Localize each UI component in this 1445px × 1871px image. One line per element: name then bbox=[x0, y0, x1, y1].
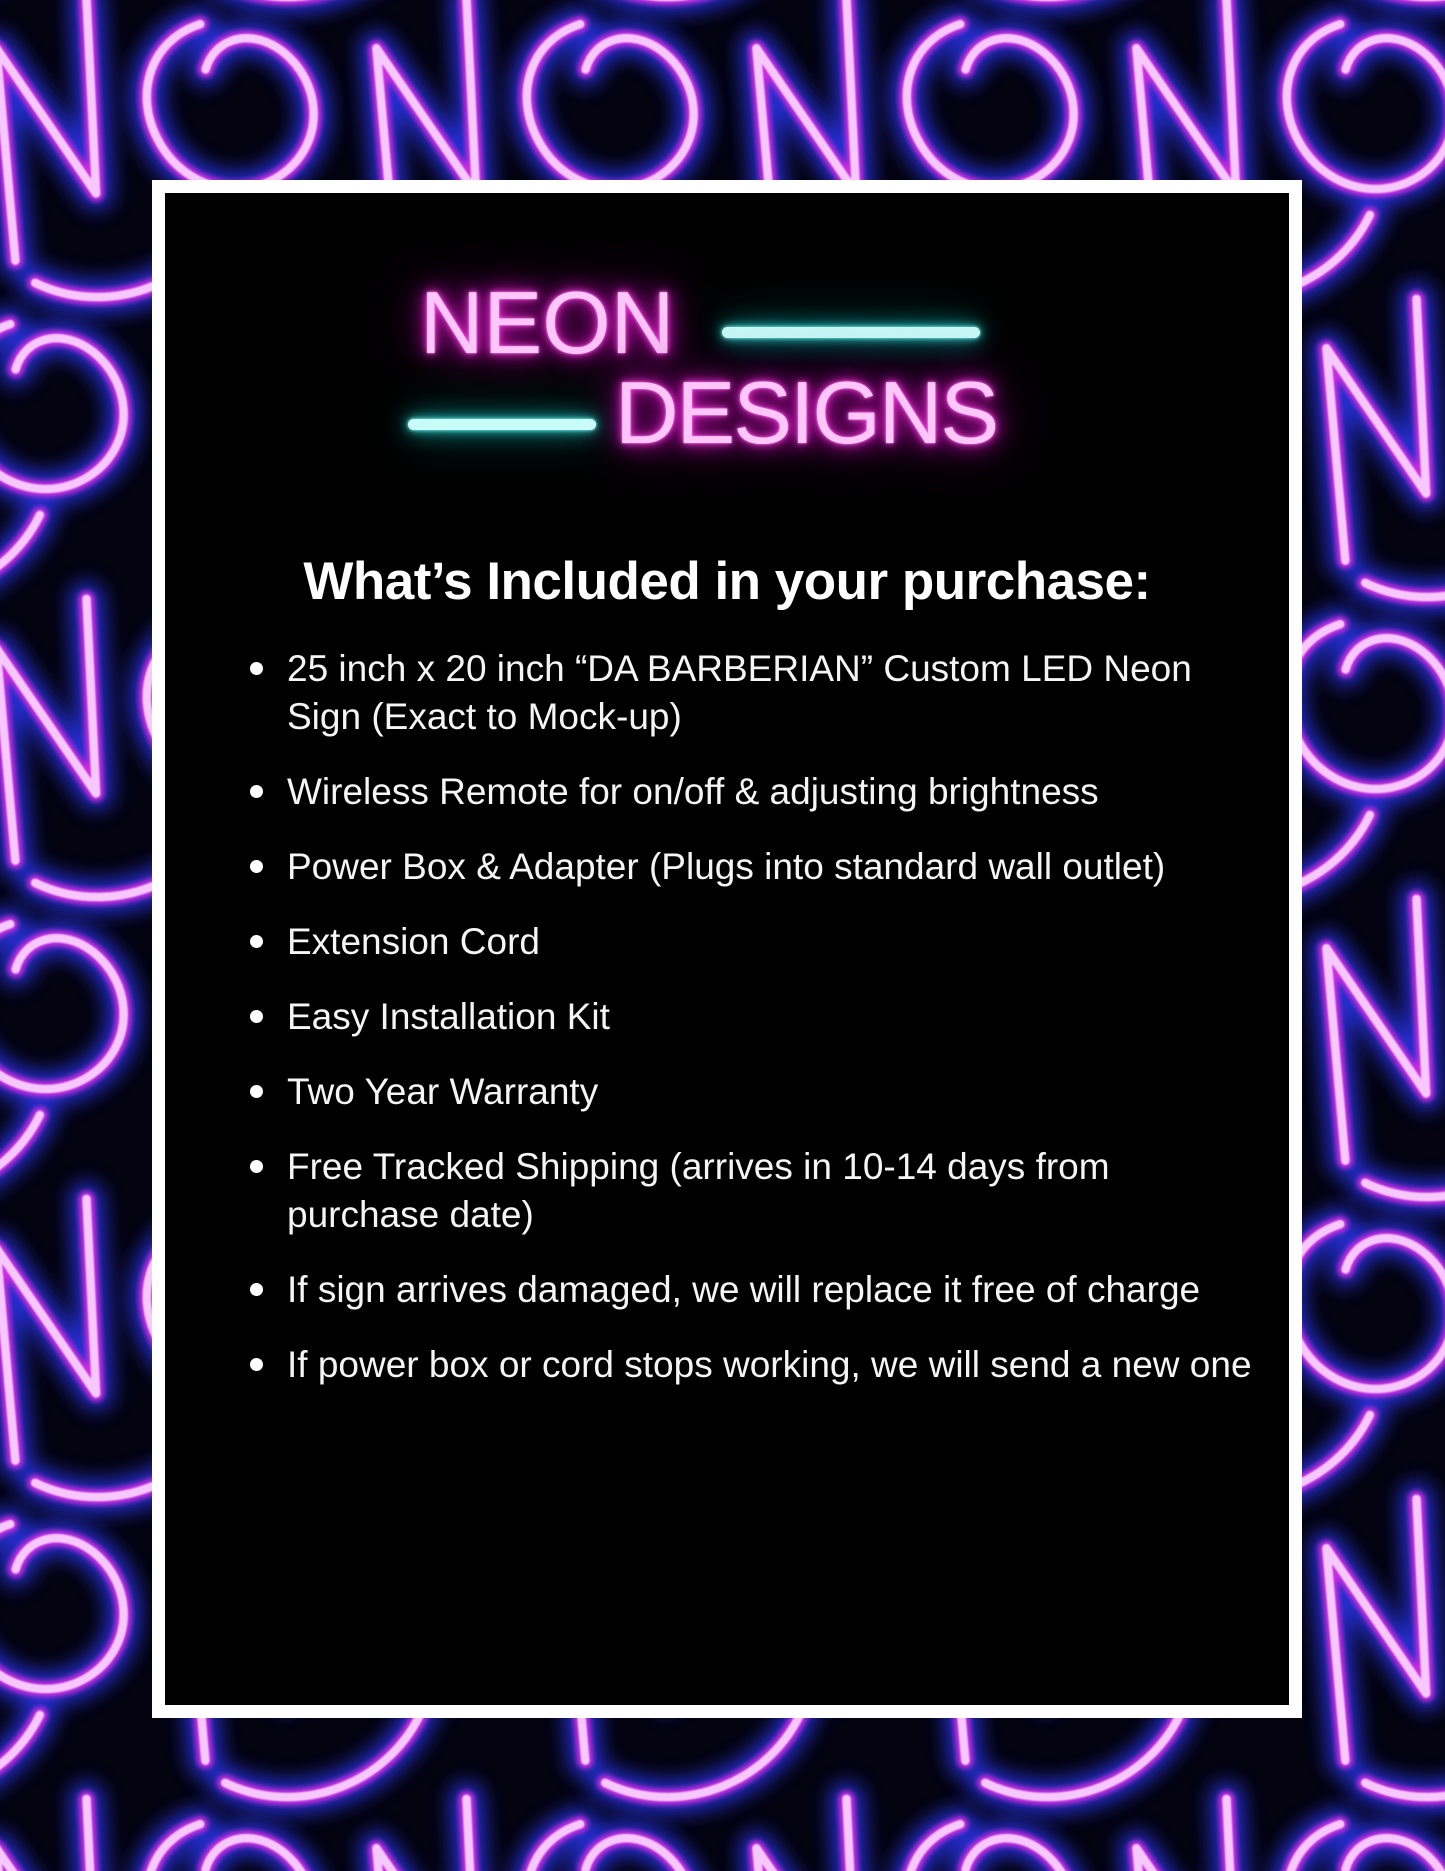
list-item bbox=[287, 918, 1267, 966]
list-item-text: Extension Cord bbox=[287, 921, 540, 962]
neon-line-left bbox=[408, 419, 596, 430]
bullet-icon bbox=[250, 935, 263, 948]
list-item-text: If sign arrives damaged, we will replace it free of charge bbox=[287, 1269, 1201, 1310]
logo-word-neon: NEON bbox=[420, 273, 675, 372]
list-item bbox=[287, 843, 1267, 891]
bullet-icon bbox=[250, 1358, 263, 1371]
list-item-text: Power Box & Adapter (Plugs into standard wall outlet) bbox=[287, 846, 1166, 887]
bullet-icon bbox=[250, 785, 263, 798]
included-list bbox=[287, 645, 1267, 1416]
bullet-icon bbox=[250, 860, 263, 873]
list-item-text: Wireless Remote for on/off & adjusting brightness bbox=[287, 771, 1099, 812]
bullet-icon bbox=[250, 1283, 263, 1296]
list-item-text: If power box or cord stops working, we will send a new one bbox=[287, 1344, 1252, 1385]
list-item bbox=[287, 1266, 1267, 1314]
page-title: What’s Included in your purchase: bbox=[303, 552, 1151, 611]
list-item bbox=[287, 645, 1267, 741]
list-item-text: 25 inch x 20 inch “DA BARBERIAN” Custom LED Neon Sign (Exact to Mock-up) bbox=[287, 648, 1192, 737]
list-item bbox=[287, 1143, 1267, 1239]
list-item-text: Two Year Warranty bbox=[287, 1071, 599, 1112]
list-item bbox=[287, 768, 1267, 816]
bullet-icon bbox=[250, 662, 263, 675]
bullet-icon bbox=[250, 1160, 263, 1173]
list-item-text: Easy Installation Kit bbox=[287, 996, 610, 1037]
list-item-text: Free Tracked Shipping (arrives in 10-14 days from purchase date) bbox=[287, 1146, 1110, 1235]
list-item bbox=[287, 993, 1267, 1041]
bullet-icon bbox=[250, 1085, 263, 1098]
list-item bbox=[287, 1341, 1267, 1389]
bullet-icon bbox=[250, 1010, 263, 1023]
content-panel bbox=[152, 180, 1302, 1718]
neon-line-right bbox=[722, 327, 980, 338]
list-item bbox=[287, 1068, 1267, 1116]
logo-word-designs: DESIGNS bbox=[615, 363, 998, 462]
content-panel-inner bbox=[165, 193, 1289, 1705]
